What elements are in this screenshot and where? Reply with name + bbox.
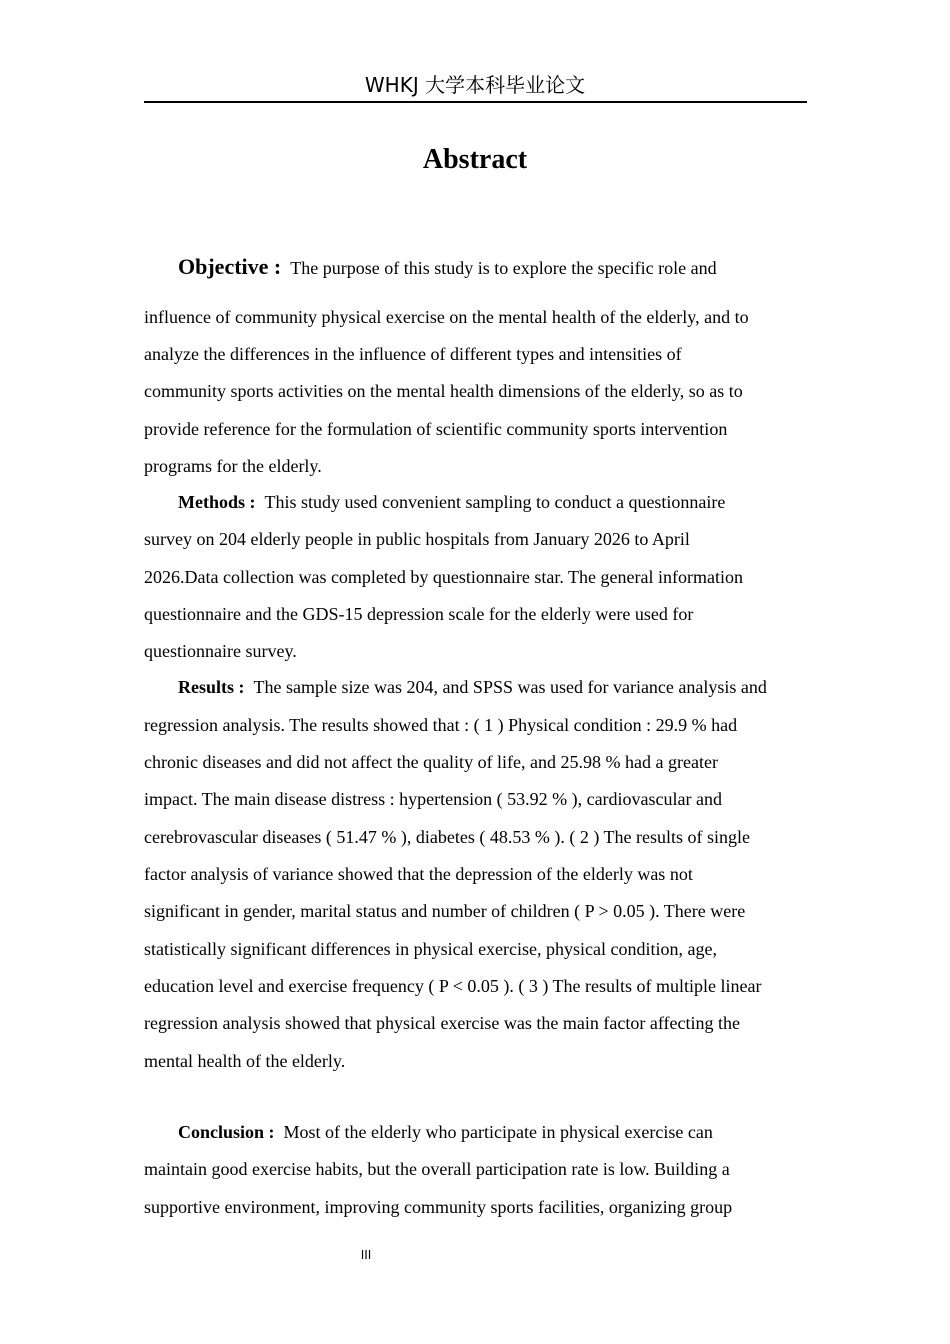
results-first-line [178,676,767,698]
paragraph-line: mental health of the elderly. [144,1051,346,1071]
paragraph-line: regression analysis showed that physical exercise was the main factor affecting the [144,1013,740,1033]
paragraph-line: questionnaire survey. [144,641,297,661]
paragraph-line: questionnaire and the GDS-15 depression scale for the elderly were used for [144,604,694,624]
paragraph-line: chronic diseases and did not affect the quality of life, and 25.98 % had a greater [144,752,718,772]
paragraph-line: provide reference for the formulation of scientific community sports intervention [144,419,728,439]
paragraph-line: supportive environment, improving community sports facilities, organizing group [144,1197,733,1217]
paragraph-line: survey on 204 elderly people in public hospitals from January 2026 to April [144,529,690,549]
paragraph-line: 2026.Data collection was completed by questionnaire star. The general information [144,567,743,587]
paragraph-line: cerebrovascular diseases ( 51.47 % ), diabetes ( 48.53 % ). ( 2 ) The results of single [144,827,750,847]
paragraph-line: maintain good exercise habits, but the overall participation rate is low. Building a [144,1159,730,1179]
running-header: WHKJ 大学本科毕业论文 [364,73,586,97]
paragraph-line: community sports activities on the mental health dimensions of the elderly, so as to [144,381,743,401]
paragraph-line: regression analysis. The results showed that : ( 1 ) Physical condition : 29.9 % had [144,715,738,735]
paragraph-line: influence of community physical exercise on the mental health of the elderly, and to [144,307,749,327]
paragraph-line: education level and exercise frequency ( P < 0.05 ). ( 3 ) The results of multiple linear [144,976,762,996]
paragraph-line: statistically significant differences in physical exercise, physical condition, age, [144,939,717,959]
page-number: III [360,1248,372,1262]
objective-label: Objective : [178,254,282,279]
paragraph-line: Most of the elderly who participate in physical exercise can [283,1122,713,1142]
conclusion-label: Conclusion : [178,1122,275,1142]
methods-first-line [178,491,725,513]
paragraph-line: programs for the elderly. [144,456,322,476]
paragraph-line: This study used convenient sampling to conduct a questionnaire [264,492,726,512]
paragraph-line: The sample size was 204, and SPSS was used for variance analysis and [253,677,767,697]
methods-label: Methods : [178,492,256,512]
paragraph-line: significant in gender, marital status and number of children ( P > 0.05 ). There were [144,901,746,921]
paragraph-line: The purpose of this study is to explore the specific role and [290,258,717,278]
paragraph-line: factor analysis of variance showed that the depression of the elderly was not [144,864,693,884]
header-divider [144,101,807,103]
paragraph-line: analyze the differences in the influence of different types and intensities of [144,344,682,364]
paragraph-line: impact. The main disease distress : hypertension ( 53.92 % ), cardiovascular and [144,789,723,809]
conclusion-first-line [178,1121,713,1143]
page-title: Abstract [422,144,528,175]
objective-first-line [178,256,717,279]
results-label: Results : [178,677,245,697]
